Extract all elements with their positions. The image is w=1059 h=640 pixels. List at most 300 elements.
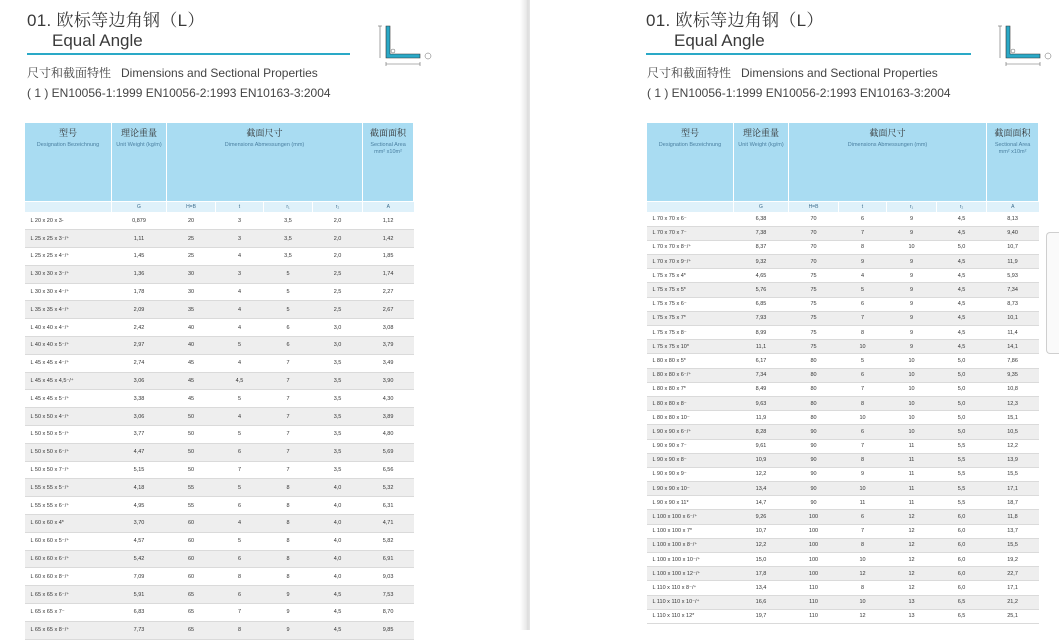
value-cell: 17,1 [987, 581, 1039, 595]
value-cell: 2,5 [313, 283, 363, 301]
value-cell: 4 [216, 301, 264, 319]
value-cell: 100 [789, 553, 839, 567]
value-cell: 6 [264, 337, 313, 355]
value-cell: 7 [264, 390, 313, 408]
section-subtitle [647, 64, 938, 81]
value-cell: 4 [839, 269, 887, 283]
value-cell: 5,5 [937, 453, 987, 467]
table-row [647, 524, 1039, 538]
table-row [647, 340, 1039, 354]
table-row [647, 581, 1039, 595]
value-cell: 6,0 [937, 581, 987, 595]
value-cell: 8,73 [987, 297, 1039, 311]
value-cell: 5 [264, 283, 313, 301]
designation-cell: L 70 x 70 x 9⁻/⁺ [647, 255, 734, 269]
value-cell: 7 [839, 439, 887, 453]
table-row [25, 461, 414, 479]
table-row [647, 382, 1039, 396]
value-cell: 4,5 [313, 586, 363, 604]
designation-cell: L 90 x 90 x 9⁻ [647, 467, 734, 481]
value-cell: 3,5 [313, 354, 363, 372]
table-symbol-row [25, 202, 414, 213]
value-cell: 75 [789, 311, 839, 325]
designation-cell: L 75 x 75 x 8⁻ [647, 326, 734, 340]
value-cell: 4,5 [937, 340, 987, 354]
value-cell: 5 [216, 337, 264, 355]
catalog-page-right [530, 0, 1059, 630]
value-cell: 8,99 [734, 326, 789, 340]
designation-cell: L 80 x 80 x 8⁻ [647, 396, 734, 410]
value-cell: 9 [887, 226, 937, 240]
table-row [647, 326, 1039, 340]
value-cell: 4 [216, 408, 264, 426]
value-cell: 5 [216, 390, 264, 408]
value-cell: 7,34 [734, 368, 789, 382]
value-cell: 35 [167, 301, 216, 319]
value-cell: 15,5 [987, 538, 1039, 552]
value-cell: 3,90 [363, 372, 414, 390]
value-cell: 5,0 [937, 354, 987, 368]
value-cell: 80 [789, 368, 839, 382]
designation-cell: L 65 x 65 x 8⁻/⁺ [25, 621, 112, 639]
value-cell: 3,5 [264, 212, 313, 230]
value-cell: 5,76 [734, 283, 789, 297]
value-cell: 5,91 [112, 586, 167, 604]
designation-cell: L 110 x 110 x 12* [647, 609, 734, 623]
value-cell: 1,12 [363, 212, 414, 230]
table-row [25, 248, 414, 266]
page-edge-tab [1046, 232, 1059, 354]
designation-cell: L 70 x 70 x 8⁻/⁺ [647, 240, 734, 254]
symbol-cell: A [363, 202, 414, 213]
designation-cell: L 90 x 90 x 6⁻/⁺ [647, 425, 734, 439]
value-cell: 7,53 [363, 586, 414, 604]
value-cell: 6 [264, 319, 313, 337]
value-cell: 6,38 [734, 212, 789, 226]
value-cell: 4,0 [313, 497, 363, 515]
value-cell: 7,38 [734, 226, 789, 240]
title-divider [27, 53, 350, 55]
value-cell: 5,5 [937, 467, 987, 481]
symbol-cell: H=B [167, 202, 216, 213]
value-cell: 5,0 [937, 240, 987, 254]
value-cell: 5,42 [112, 550, 167, 568]
designation-cell: L 60 x 60 x 8⁻/⁺ [25, 568, 112, 586]
table-row [647, 609, 1039, 623]
subtitle-cn: 尺寸和截面特性 [647, 66, 732, 80]
value-cell: 6 [216, 586, 264, 604]
value-cell: 65 [167, 604, 216, 622]
value-cell: 70 [789, 226, 839, 240]
value-cell: 110 [789, 609, 839, 623]
value-cell: 80 [789, 382, 839, 396]
value-cell: 8 [264, 550, 313, 568]
value-cell: 10 [839, 553, 887, 567]
value-cell: 3,06 [112, 408, 167, 426]
value-cell: 7 [839, 524, 887, 538]
page-title-en: Equal Angle [674, 31, 765, 50]
value-cell: 6,85 [734, 297, 789, 311]
value-cell: 8 [839, 581, 887, 595]
symbol-cell: r₁ [264, 202, 313, 213]
table-header-row [25, 123, 414, 202]
value-cell: 4,0 [313, 550, 363, 568]
value-cell: 3,70 [112, 515, 167, 533]
value-cell: 5,32 [363, 479, 414, 497]
value-cell: 4,5 [937, 212, 987, 226]
value-cell: 90 [789, 453, 839, 467]
value-cell: 25 [167, 230, 216, 248]
value-cell: 3,5 [313, 426, 363, 444]
value-cell: 10 [839, 482, 887, 496]
value-cell: 55 [167, 479, 216, 497]
designation-cell: L 80 x 80 x 6⁻/⁺ [647, 368, 734, 382]
value-cell: 10,8 [987, 382, 1039, 396]
equal-angle-table [24, 122, 414, 640]
value-cell: 6 [839, 368, 887, 382]
value-cell: 5 [264, 301, 313, 319]
designation-cell: L 90 x 90 x 11* [647, 496, 734, 510]
value-cell: 9 [887, 255, 937, 269]
symbol-cell [25, 202, 112, 213]
value-cell: 8 [839, 240, 887, 254]
value-cell: 3,77 [112, 426, 167, 444]
value-cell: 4 [216, 515, 264, 533]
value-cell: 6 [839, 212, 887, 226]
value-cell: 4,5 [937, 226, 987, 240]
designation-cell: L 20 x 20 x 3- [25, 212, 112, 230]
header-weight: 理论重量 Unit Weight (kg/m) [734, 123, 789, 202]
value-cell: 7 [216, 604, 264, 622]
designation-cell: L 110 x 110 x 8⁻/⁺ [647, 581, 734, 595]
value-cell: 10 [839, 595, 887, 609]
value-cell: 8 [264, 497, 313, 515]
value-cell: 6 [216, 497, 264, 515]
value-cell: 1,74 [363, 265, 414, 283]
value-cell: 4,71 [363, 515, 414, 533]
value-cell: 3,79 [363, 337, 414, 355]
value-cell: 1,11 [112, 230, 167, 248]
value-cell: 8 [839, 538, 887, 552]
designation-cell: L 40 x 40 x 5⁻/⁺ [25, 337, 112, 355]
value-cell: 12 [887, 524, 937, 538]
value-cell: 9,85 [363, 621, 414, 639]
value-cell: 4,5 [313, 621, 363, 639]
designation-cell: L 65 x 65 x 6⁻/⁺ [25, 586, 112, 604]
value-cell: 6,0 [937, 538, 987, 552]
value-cell: 8 [839, 326, 887, 340]
value-cell: 6 [839, 425, 887, 439]
value-cell: 3,5 [313, 408, 363, 426]
value-cell: 5 [839, 354, 887, 368]
value-cell: 30 [167, 265, 216, 283]
designation-cell: L 55 x 55 x 5⁻/⁺ [25, 479, 112, 497]
value-cell: 90 [789, 425, 839, 439]
value-cell: 11 [887, 496, 937, 510]
table-row [25, 604, 414, 622]
value-cell: 1,36 [112, 265, 167, 283]
header-area: 截面面积 Sectional Area mm² x10m² [987, 123, 1039, 202]
value-cell: 75 [789, 283, 839, 297]
table-row [25, 568, 414, 586]
equal-angle-table [646, 122, 1039, 624]
value-cell: 7 [839, 226, 887, 240]
value-cell: 7,09 [112, 568, 167, 586]
designation-cell: L 70 x 70 x 7⁻ [647, 226, 734, 240]
value-cell: 3,5 [313, 390, 363, 408]
value-cell: 4,95 [112, 497, 167, 515]
value-cell: 15,1 [987, 411, 1039, 425]
table-row [25, 408, 414, 426]
value-cell: 40 [167, 319, 216, 337]
value-cell: 9 [887, 311, 937, 325]
value-cell: 9 [839, 255, 887, 269]
symbol-cell: t [839, 202, 887, 213]
table-row [647, 567, 1039, 581]
symbol-cell: r₁ [887, 202, 937, 213]
header-weight: 理论重量 Unit Weight (kg/m) [112, 123, 167, 202]
value-cell: 4 [216, 283, 264, 301]
symbol-cell: A [987, 202, 1039, 213]
table-row [25, 319, 414, 337]
value-cell: 9,63 [734, 396, 789, 410]
value-cell: 11 [887, 439, 937, 453]
designation-cell: L 75 x 75 x 10* [647, 340, 734, 354]
value-cell: 7 [264, 461, 313, 479]
value-cell: 7,93 [734, 311, 789, 325]
designation-cell: L 75 x 75 x 4* [647, 269, 734, 283]
value-cell: 80 [789, 411, 839, 425]
designation-cell: L 100 x 100 x 6⁻/⁺ [647, 510, 734, 524]
value-cell: 70 [789, 240, 839, 254]
value-cell: 9 [887, 297, 937, 311]
value-cell: 8 [839, 453, 887, 467]
value-cell: 7 [264, 408, 313, 426]
value-cell: 2,0 [313, 212, 363, 230]
table-row [647, 453, 1039, 467]
designation-cell: L 65 x 65 x 7⁻ [25, 604, 112, 622]
value-cell: 9,35 [987, 368, 1039, 382]
table-row [647, 467, 1039, 481]
table-row [25, 443, 414, 461]
symbol-cell: G [734, 202, 789, 213]
value-cell: 7 [839, 311, 887, 325]
value-cell: 12,2 [734, 538, 789, 552]
value-cell: 5,0 [937, 368, 987, 382]
table-row [647, 538, 1039, 552]
table-row [647, 240, 1039, 254]
value-cell: 10 [839, 411, 887, 425]
value-cell: 3,0 [313, 337, 363, 355]
value-cell: 8 [216, 621, 264, 639]
section-subtitle [27, 64, 318, 81]
value-cell: 10 [887, 411, 937, 425]
designation-cell: L 45 x 45 x 4,5⁻/⁺ [25, 372, 112, 390]
value-cell: 12 [839, 567, 887, 581]
table-row [647, 226, 1039, 240]
value-cell: 5 [216, 479, 264, 497]
value-cell: 6,0 [937, 524, 987, 538]
table-row [647, 311, 1039, 325]
designation-cell: L 80 x 80 x 5* [647, 354, 734, 368]
page-title-en: Equal Angle [52, 31, 143, 50]
value-cell: 4,47 [112, 443, 167, 461]
value-cell: 110 [789, 595, 839, 609]
value-cell: 2,74 [112, 354, 167, 372]
value-cell: 50 [167, 408, 216, 426]
value-cell: 12,3 [987, 396, 1039, 410]
table-row [647, 425, 1039, 439]
designation-cell: L 80 x 80 x 7* [647, 382, 734, 396]
value-cell: 60 [167, 568, 216, 586]
value-cell: 19,2 [987, 553, 1039, 567]
value-cell: 100 [789, 524, 839, 538]
designation-cell: L 75 x 75 x 5* [647, 283, 734, 297]
value-cell: 13,4 [734, 581, 789, 595]
designation-cell: L 35 x 35 x 4⁻/⁺ [25, 301, 112, 319]
value-cell: 5,5 [937, 482, 987, 496]
value-cell: 2,0 [313, 230, 363, 248]
value-cell: 10,7 [734, 524, 789, 538]
value-cell: 3 [216, 212, 264, 230]
value-cell: 13,4 [734, 482, 789, 496]
value-cell: 4,18 [112, 479, 167, 497]
designation-cell: L 60 x 60 x 6⁻/⁺ [25, 550, 112, 568]
value-cell: 11,9 [734, 411, 789, 425]
value-cell: 45 [167, 390, 216, 408]
value-cell: 9 [264, 586, 313, 604]
table-row [647, 283, 1039, 297]
table-row [647, 482, 1039, 496]
value-cell: 4,5 [937, 269, 987, 283]
value-cell: 5,0 [937, 411, 987, 425]
value-cell: 55 [167, 497, 216, 515]
value-cell: 8 [264, 479, 313, 497]
value-cell: 4,57 [112, 532, 167, 550]
value-cell: 80 [789, 354, 839, 368]
symbol-cell: t [216, 202, 264, 213]
value-cell: 45 [167, 354, 216, 372]
title-divider [646, 53, 971, 55]
value-cell: 25,1 [987, 609, 1039, 623]
table-row [647, 269, 1039, 283]
value-cell: 6,56 [363, 461, 414, 479]
value-cell: 17,8 [734, 567, 789, 581]
standards-line: ( 1 ) EN10056-1:1999 EN10056-2:1993 EN10163-3:2004 [647, 86, 951, 100]
value-cell: 4,65 [734, 269, 789, 283]
value-cell: 9 [839, 467, 887, 481]
value-cell: 40 [167, 337, 216, 355]
designation-cell: L 50 x 50 x 5⁻/⁺ [25, 426, 112, 444]
page-title-cn: 01. 欧标等边角钢（L） [27, 11, 205, 30]
value-cell: 65 [167, 621, 216, 639]
designation-cell: L 60 x 60 x 5⁻/⁺ [25, 532, 112, 550]
value-cell: 1,85 [363, 248, 414, 266]
value-cell: 50 [167, 461, 216, 479]
standards-line: ( 1 ) EN10056-1:1999 EN10056-2:1993 EN10163-3:2004 [27, 86, 331, 100]
value-cell: 75 [789, 297, 839, 311]
value-cell: 5,82 [363, 532, 414, 550]
value-cell: 100 [789, 538, 839, 552]
value-cell: 5 [839, 283, 887, 297]
value-cell: 5,5 [937, 496, 987, 510]
designation-cell: L 60 x 60 x 4* [25, 515, 112, 533]
table-row [647, 354, 1039, 368]
table-row [25, 372, 414, 390]
table-row [647, 368, 1039, 382]
value-cell: 3,06 [112, 372, 167, 390]
value-cell: 90 [789, 467, 839, 481]
value-cell: 3,5 [264, 230, 313, 248]
table-row [25, 283, 414, 301]
value-cell: 60 [167, 550, 216, 568]
designation-cell: L 75 x 75 x 6⁻ [647, 297, 734, 311]
value-cell: 7 [264, 372, 313, 390]
value-cell: 3,0 [313, 319, 363, 337]
value-cell: 2,09 [112, 301, 167, 319]
value-cell: 7,34 [987, 283, 1039, 297]
value-cell: 65 [167, 586, 216, 604]
value-cell: 6,0 [937, 510, 987, 524]
value-cell: 13,7 [987, 524, 1039, 538]
value-cell: 7,73 [112, 621, 167, 639]
value-cell: 3,5 [313, 461, 363, 479]
value-cell: 3 [216, 230, 264, 248]
value-cell: 10 [887, 240, 937, 254]
value-cell: 9 [264, 621, 313, 639]
value-cell: 9 [887, 340, 937, 354]
value-cell: 8,13 [987, 212, 1039, 226]
value-cell: 9,32 [734, 255, 789, 269]
table-row [25, 586, 414, 604]
value-cell: 12,2 [734, 467, 789, 481]
symbol-cell: r₂ [313, 202, 363, 213]
value-cell: 3,5 [264, 248, 313, 266]
value-cell: 75 [789, 340, 839, 354]
value-cell: 8,70 [363, 604, 414, 622]
header-designation: 型号 Designation Bezeichnung [647, 123, 734, 202]
header-designation: 型号 Designation Bezeichnung [25, 123, 112, 202]
value-cell: 2,97 [112, 337, 167, 355]
value-cell: 10 [887, 368, 937, 382]
value-cell: 5,5 [937, 439, 987, 453]
equal-angle-section-icon [376, 20, 438, 70]
value-cell: 4 [216, 319, 264, 337]
designation-cell: L 100 x 100 x 10⁻/⁺ [647, 553, 734, 567]
value-cell: 4,30 [363, 390, 414, 408]
value-cell: 12 [887, 567, 937, 581]
value-cell: 8,28 [734, 425, 789, 439]
designation-cell: L 40 x 40 x 4⁻/⁺ [25, 319, 112, 337]
value-cell: 8,37 [734, 240, 789, 254]
value-cell: 5,69 [363, 443, 414, 461]
value-cell: 4,0 [313, 568, 363, 586]
table-row [25, 230, 414, 248]
value-cell: 5,0 [937, 382, 987, 396]
designation-cell: L 45 x 45 x 5⁻/⁺ [25, 390, 112, 408]
value-cell: 8 [264, 532, 313, 550]
value-cell: 7 [264, 443, 313, 461]
table-row [25, 497, 414, 515]
designation-cell: L 50 x 50 x 6⁻/⁺ [25, 443, 112, 461]
designation-cell: L 110 x 110 x 10⁻/⁺ [647, 595, 734, 609]
value-cell: 3,5 [313, 443, 363, 461]
value-cell: 12 [887, 553, 937, 567]
value-cell: 6 [839, 297, 887, 311]
subtitle-cn: 尺寸和截面特性 [27, 66, 112, 80]
value-cell: 7 [264, 426, 313, 444]
value-cell: 8 [839, 396, 887, 410]
